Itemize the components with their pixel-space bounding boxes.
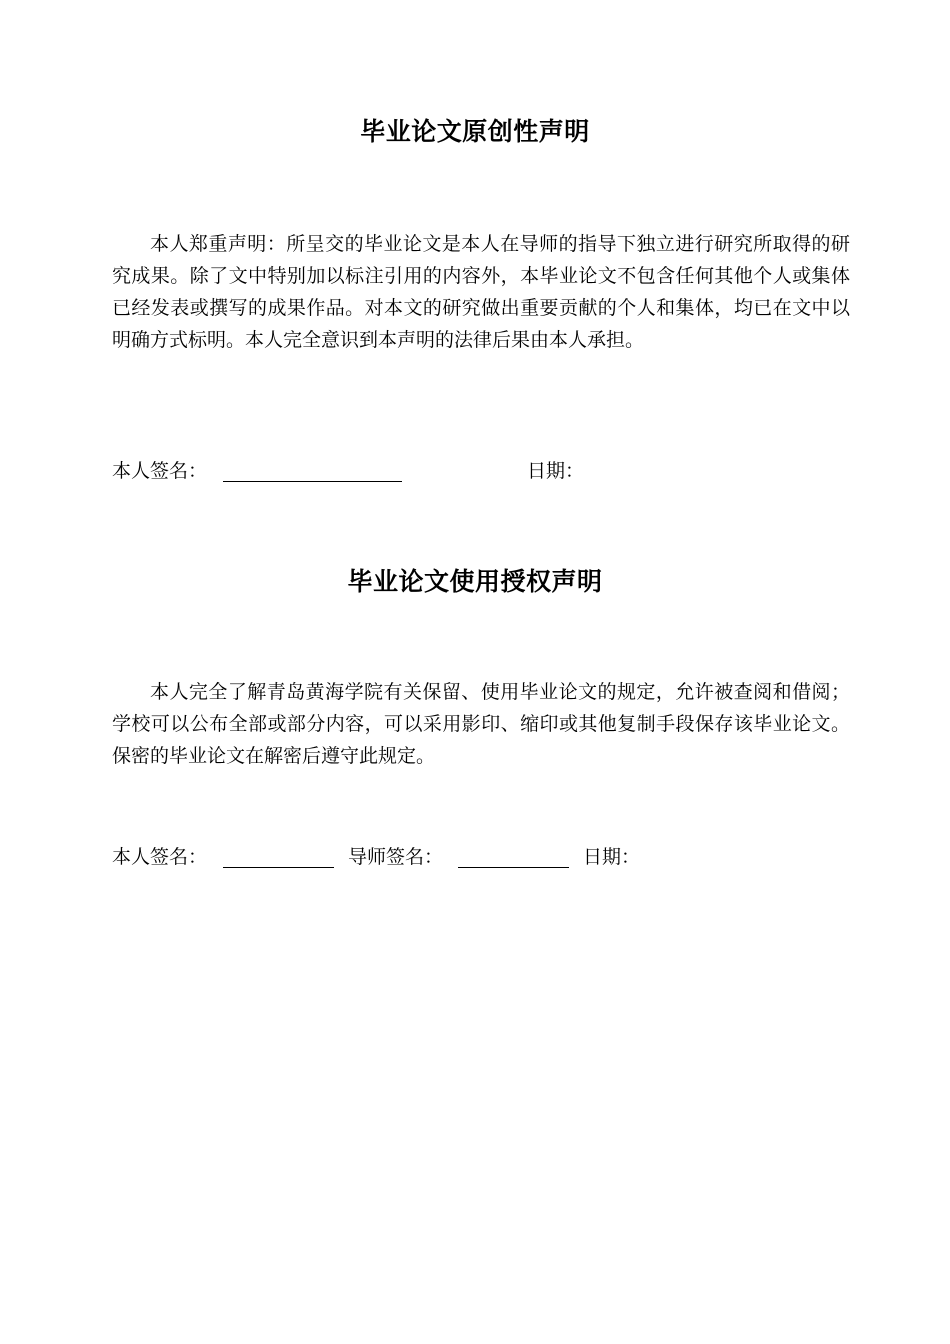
originality-signature-row — [112, 456, 852, 486]
author-signature-line — [223, 867, 334, 868]
author-signature-label: 本人签名： — [112, 460, 208, 482]
author-signature-label: 本人签名： — [112, 846, 208, 868]
tutor-signature-label: 导师签名： — [348, 846, 444, 868]
authorization-statement-body: 本人完全了解青岛黄海学院有关保留、使用毕业论文的规定，允许被查阅和借阅；学校可以公布全部或部分内容，可以采用影印、缩印或其他复制手段保存该毕业论文。保密的毕业论文在解密后遵守此规定。 — [112, 681, 850, 767]
authorization-statement-title: 毕业论文使用授权声明 — [347, 567, 603, 596]
date-label: 日期： — [527, 460, 585, 482]
date-label: 日期： — [583, 846, 641, 868]
originality-statement-body: 本人郑重声明：所呈交的毕业论文是本人在导师的指导下独立进行研究所取得的研究成果。除了文中特别加以标注引用的内容外，本毕业论文不包含任何其他个人或集体已经发表或撰写的成果作品。对本文的研究做出重要贡献的个人和集体，均已在文中以明确方式标明。本人完全意识到本声明的法律后果由本人承担。 — [112, 233, 850, 351]
author-signature-line — [223, 481, 402, 482]
originality-statement-title: 毕业论文原创性声明 — [360, 117, 590, 146]
tutor-signature-line — [458, 867, 569, 868]
authorization-signature-row — [112, 842, 852, 872]
